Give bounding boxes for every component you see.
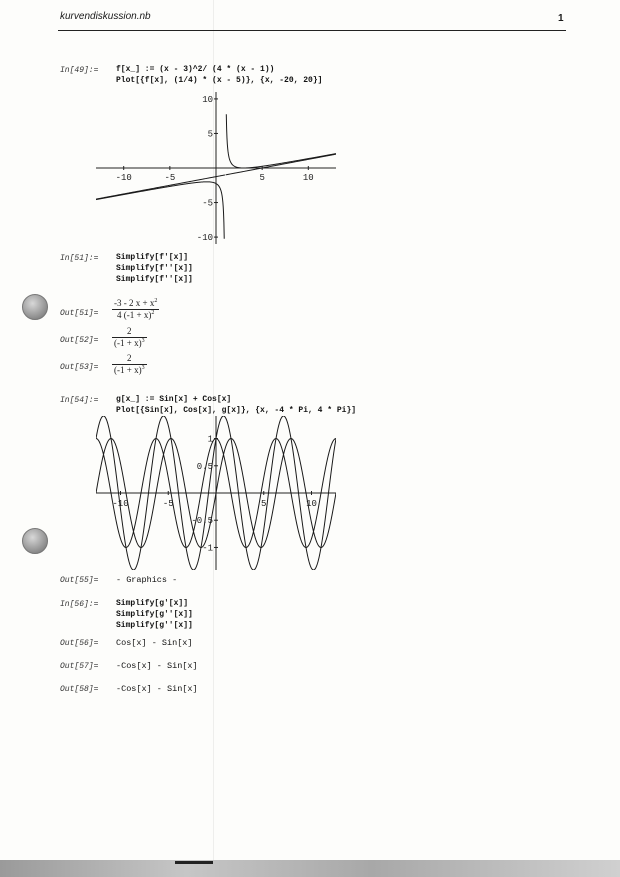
code-line: Simplify[g''[x]] xyxy=(116,610,193,619)
y-tick-label: 1 xyxy=(207,434,213,445)
fraction-denominator: 4 (-1 + x) xyxy=(117,310,152,320)
fraction-denominator: (-1 + x) xyxy=(114,365,142,375)
input-cell-in49[interactable] xyxy=(116,64,322,86)
x-tick-label: 10 xyxy=(302,173,314,183)
fraction-denominator: (-1 + x) xyxy=(114,338,142,348)
cell-label-out57: Out[57]= xyxy=(60,662,99,671)
cell-label-out52: Out[52]= xyxy=(60,336,99,345)
cell-label-out58: Out[58]= xyxy=(60,685,99,694)
x-tick-label: 5 xyxy=(261,499,267,509)
input-cell-in51[interactable] xyxy=(116,252,193,285)
y-tick-label: -0.5 xyxy=(191,516,213,527)
scan-footer-strip xyxy=(0,860,620,877)
code-line: Simplify[g''[x]] xyxy=(116,621,193,630)
header-rule xyxy=(58,30,566,31)
output-fraction-out52 xyxy=(112,326,147,349)
punch-hole-bottom xyxy=(22,528,48,554)
y-tick-label: 0.5 xyxy=(196,461,213,472)
code-line: Simplify[f''[x]] xyxy=(116,275,193,284)
code-line: f[x_] := (x - 3)^2/ (4 * (x - 1)) xyxy=(116,65,275,74)
output-out55: - Graphics - xyxy=(116,575,178,585)
plot-sin-cos-g xyxy=(96,416,336,570)
fraction-numerator: -3 - 2 x + x xyxy=(114,298,155,308)
cell-label-out51: Out[51]= xyxy=(60,309,99,318)
y-tick-label: 5 xyxy=(207,129,213,140)
cell-label-in51: In[51]:= xyxy=(60,254,99,263)
notebook-title: kurvendiskussion.nb xyxy=(60,11,151,22)
exponent: 3 xyxy=(141,365,145,371)
x-tick-label: -5 xyxy=(162,499,174,509)
exponent: 2 xyxy=(151,310,155,316)
x-tick-label: -5 xyxy=(164,173,176,183)
output-out56: Cos[x] - Sin[x] xyxy=(116,638,193,648)
fraction-numerator: 2 xyxy=(127,326,132,336)
punch-hole-top xyxy=(22,294,48,320)
x-tick-label: -10 xyxy=(112,499,129,509)
cell-label-out55: Out[55]= xyxy=(60,576,99,585)
cell-label-out56: Out[56]= xyxy=(60,639,99,648)
x-tick-label: 10 xyxy=(306,499,317,509)
exponent: 2 xyxy=(154,298,158,304)
code-line: Simplify[f''[x]] xyxy=(116,264,193,273)
y-tick-label: -10 xyxy=(196,233,213,244)
code-line: g[x_] := Sin[x] + Cos[x] xyxy=(116,395,232,404)
code-line: Simplify[g'[x]] xyxy=(116,599,189,608)
cell-label-in54: In[54]:= xyxy=(60,396,99,405)
code-line: Plot[{f[x], (1/4) * (x - 5)}, {x, -20, 20}] xyxy=(116,76,323,85)
code-line: Simplify[f'[x]] xyxy=(116,253,189,262)
output-out57: -Cos[x] - Sin[x] xyxy=(116,661,198,671)
fraction-numerator: 2 xyxy=(127,353,132,363)
input-cell-in54[interactable] xyxy=(116,394,356,416)
y-tick-label: 10 xyxy=(202,94,213,105)
y-tick-label: -5 xyxy=(202,198,213,209)
page-number: 1 xyxy=(558,13,564,24)
output-fraction-out51 xyxy=(112,298,159,321)
cell-label-in56: In[56]:= xyxy=(60,600,99,609)
x-tick-label: 5 xyxy=(259,173,265,183)
output-out58: -Cos[x] - Sin[x] xyxy=(116,684,198,694)
input-cell-in56[interactable] xyxy=(116,598,193,631)
exponent: 3 xyxy=(141,338,145,344)
code-line: Plot[{Sin[x], Cos[x], g[x]}, {x, -4 * Pi, 4 * Pi}] xyxy=(116,406,357,415)
plot-f-and-asymptote xyxy=(96,92,336,244)
cell-label-in49: In[49]:= xyxy=(60,66,99,75)
cell-label-out53: Out[53]= xyxy=(60,363,99,372)
scan-footer-mark xyxy=(175,861,213,864)
output-fraction-out53 xyxy=(112,353,147,376)
y-tick-label: -1 xyxy=(202,543,213,554)
x-tick-label: -10 xyxy=(115,173,132,183)
